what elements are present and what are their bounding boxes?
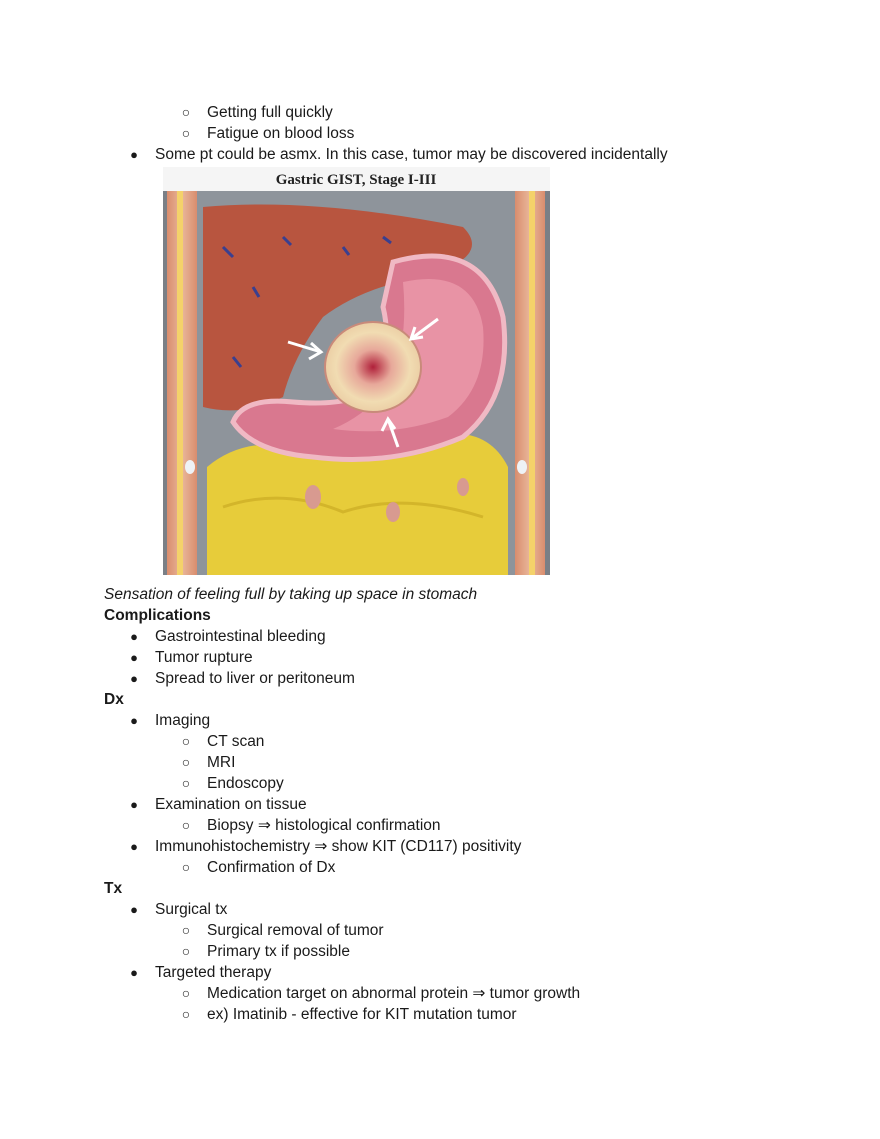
hollow-bullet-icon: ○ [181, 922, 191, 938]
bullet-icon: ● [130, 629, 138, 644]
bullet-icon: ● [130, 671, 138, 686]
hollow-bullet-icon: ○ [181, 104, 191, 120]
hollow-bullet-icon: ○ [181, 775, 191, 791]
bullet-icon: ● [130, 797, 138, 812]
hollow-bullet-icon: ○ [181, 817, 191, 833]
bullet-icon: ● [130, 147, 138, 162]
hollow-bullet-icon: ○ [181, 733, 191, 749]
hollow-bullet-icon: ○ [181, 943, 191, 959]
hollow-bullet-icon: ○ [181, 754, 191, 770]
bullet-icon: ● [130, 713, 138, 728]
bullet-icon: ● [130, 650, 138, 665]
hollow-bullet-icon: ○ [181, 985, 191, 1001]
hollow-bullet-icon: ○ [181, 859, 191, 875]
figure-title: Gastric GIST, Stage I-III [275, 172, 437, 188]
gist-illustration [163, 167, 550, 575]
hollow-bullet-icon: ○ [181, 1006, 191, 1022]
hollow-bullet-icon: ○ [181, 125, 191, 141]
bullet-icon: ● [130, 839, 138, 854]
bullet-icon: ● [130, 902, 138, 917]
bullet-icon: ● [130, 965, 138, 980]
